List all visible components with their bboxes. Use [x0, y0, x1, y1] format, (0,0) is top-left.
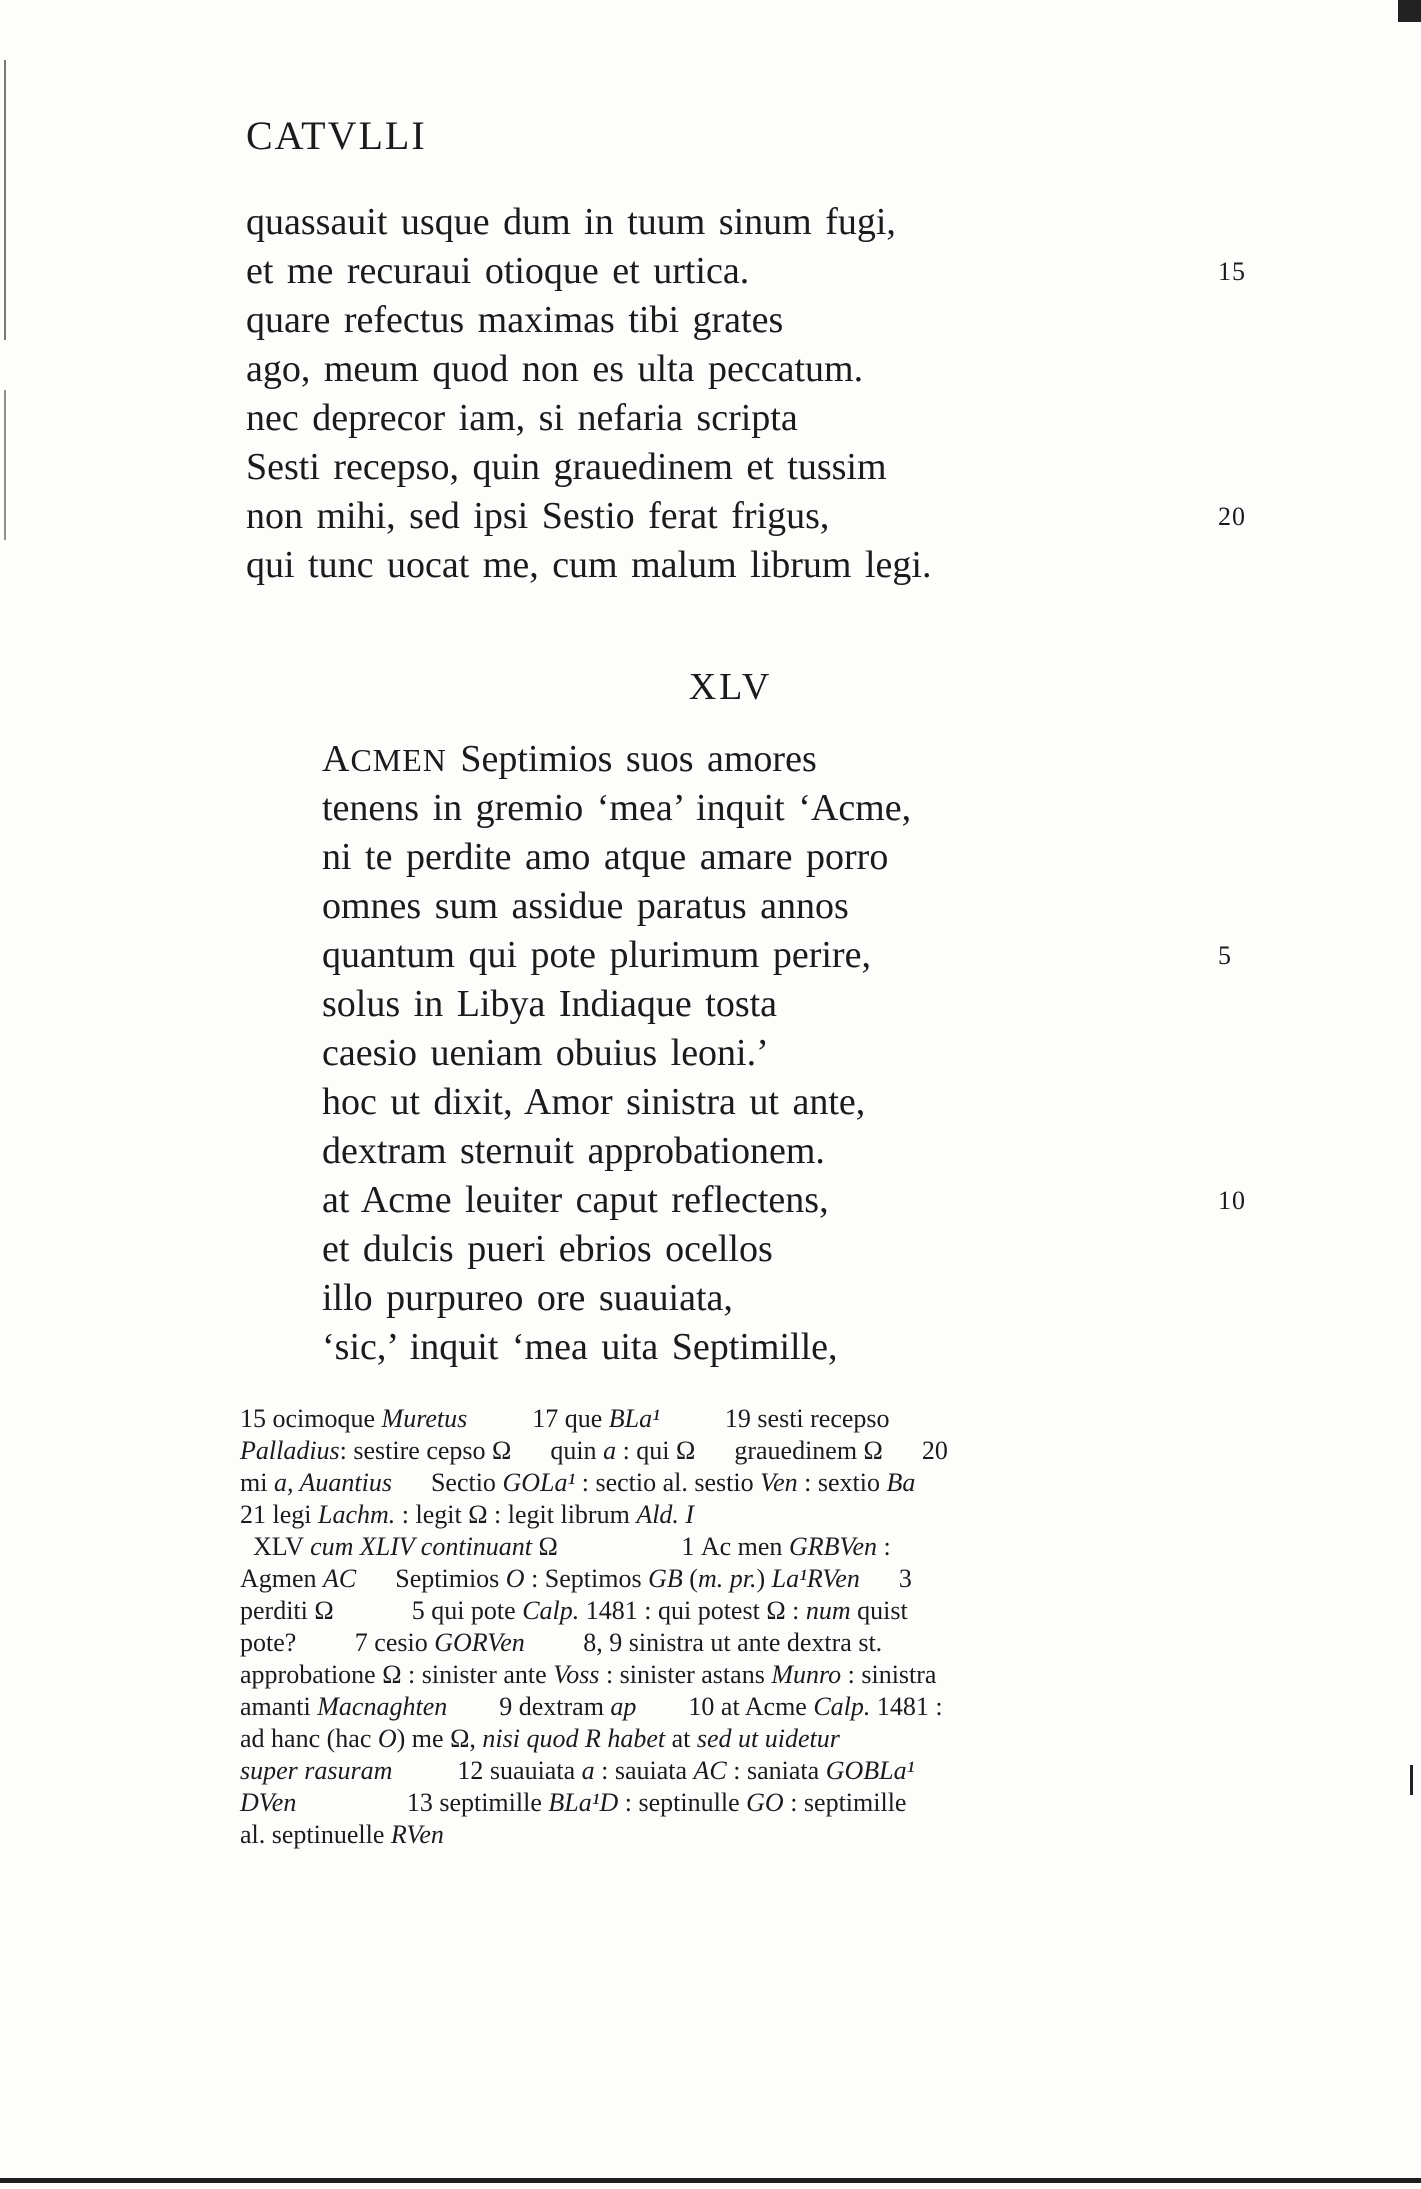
verse-line [322, 1029, 1242, 1078]
apparatus-segment: : septimille [783, 1788, 907, 1817]
verse-line-text: Sesti recepso, quin grauedinem et tussim [246, 446, 887, 488]
apparatus-segment: Palladius [240, 1436, 340, 1465]
apparatus-line [240, 1819, 1240, 1851]
apparatus-segment: quist [850, 1596, 908, 1625]
verse-line [322, 784, 1242, 833]
scan-left-edge-mark [4, 60, 6, 340]
apparatus-segment: 15 ocimoque [240, 1404, 382, 1433]
apparatus-segment: 8, 9 sinistra ut ante dextra st. [524, 1628, 883, 1657]
critical-apparatus [240, 1403, 1240, 1851]
apparatus-segment: : sinistra [841, 1660, 937, 1689]
bottom-rule [0, 2178, 1421, 2183]
apparatus-segment: Agmen [240, 1564, 324, 1593]
apparatus-line [240, 1755, 1240, 1787]
apparatus-segment: 17 que [467, 1404, 609, 1433]
verse-line-text: Septimios suos amores [446, 738, 817, 780]
apparatus-line [240, 1595, 1240, 1627]
apparatus-segment: GRBVen [788, 1532, 878, 1561]
apparatus-segment: : sextio [797, 1468, 887, 1497]
apparatus-segment: ad hanc (hac [240, 1724, 378, 1753]
apparatus-segment: Calp. [813, 1692, 871, 1721]
verse-line [322, 1176, 1246, 1225]
apparatus-segment: cum XLIV continuant [310, 1532, 533, 1561]
apparatus-segment: Ba [886, 1468, 916, 1497]
apparatus-segment: Munro [771, 1660, 842, 1689]
apparatus-segment: a [603, 1436, 617, 1465]
apparatus-segment: GORVen [434, 1628, 525, 1657]
verse-line-text: quantum qui pote plurimum perire, [322, 934, 871, 976]
verse-line-text: ‘sic,’ inquit ‘mea uita Septimille, [322, 1326, 838, 1368]
apparatus-line [240, 1787, 1240, 1819]
apparatus-segment: : sauiata [594, 1756, 694, 1785]
apparatus-segment: Ald. I [636, 1500, 695, 1529]
apparatus-segment: a [581, 1756, 595, 1785]
poem-continuation [246, 198, 1246, 590]
apparatus-segment: 12 suauiata [392, 1756, 582, 1785]
apparatus-segment: : septinulle [618, 1788, 747, 1817]
apparatus-segment: amanti [240, 1692, 318, 1721]
verse-line [246, 492, 1246, 541]
line-number: 10 [1218, 1186, 1246, 1215]
apparatus-segment: 10 at Acme [636, 1692, 814, 1721]
apparatus-segment: XLV [240, 1532, 311, 1561]
apparatus-segment: sed ut uidetur [696, 1724, 840, 1753]
scan-right-tick-mark [1410, 1765, 1413, 1795]
apparatus-segment: super rasuram [240, 1756, 393, 1785]
apparatus-segment: at [665, 1724, 697, 1753]
apparatus-segment: 1481 : [870, 1692, 943, 1721]
verse-line-text: quassauit usque dum in tuum sinum fugi, [246, 201, 896, 243]
apparatus-segment: al. septinuelle [240, 1820, 391, 1849]
apparatus-segment: 1481 : qui potest Ω : [579, 1596, 806, 1625]
scan-corner-mark [1398, 0, 1421, 22]
apparatus-segment: 19 sesti recepso [659, 1404, 890, 1433]
opening-word-smallcaps: ACMEN [322, 738, 447, 780]
verse-line [322, 980, 1242, 1029]
verse-line [322, 1078, 1242, 1127]
apparatus-segment: GO [746, 1788, 784, 1817]
verse-line [322, 833, 1242, 882]
line-number: 5 [1218, 941, 1232, 970]
apparatus-segment: : legit Ω : legit librum [395, 1500, 637, 1529]
apparatus-segment: 13 septimille [296, 1788, 549, 1817]
verse-line [322, 735, 1242, 784]
apparatus-segment: ap [610, 1692, 637, 1721]
apparatus-segment: : saniata [726, 1756, 826, 1785]
line-number: 20 [1218, 502, 1246, 531]
poem-title: XLV [688, 666, 773, 708]
apparatus-line [240, 1627, 1240, 1659]
verse-line-text: quare refectus maximas tibi grates [246, 299, 784, 341]
apparatus-segment: : sestire cepso Ω quin [339, 1436, 604, 1465]
apparatus-segment: perditi Ω 5 qui pote [240, 1596, 523, 1625]
apparatus-segment: m. pr. [697, 1564, 757, 1593]
apparatus-line [240, 1499, 1240, 1531]
verse-line-text: ni te perdite amo atque amare porro [322, 836, 889, 878]
apparatus-segment: approbatione Ω : sinister ante [240, 1660, 554, 1689]
apparatus-line [240, 1723, 1240, 1755]
apparatus-line [240, 1531, 1240, 1563]
verse-line [246, 345, 1246, 394]
verse-line-text: solus in Libya Indiaque tosta [322, 983, 778, 1025]
line-number: 15 [1218, 257, 1246, 286]
apparatus-line [240, 1435, 1240, 1467]
running-header: CATVLLI [246, 113, 427, 158]
verse-line [246, 296, 1246, 345]
apparatus-segment: Voss [553, 1660, 600, 1689]
apparatus-line [240, 1467, 1240, 1499]
verse-line-text: illo purpureo ore suauiata, [322, 1277, 733, 1319]
apparatus-segment: Ven [760, 1468, 798, 1497]
apparatus-segment: BLa¹D [548, 1788, 619, 1817]
apparatus-segment: nisi quod R habet [482, 1724, 666, 1753]
apparatus-segment: ( [682, 1564, 698, 1593]
apparatus-segment: : Septimos [524, 1564, 649, 1593]
apparatus-segment: RVen [390, 1820, 444, 1849]
apparatus-line [240, 1563, 1240, 1595]
apparatus-segment: ) me Ω, [396, 1724, 483, 1753]
verse-line-text: at Acme leuiter caput reflectens, [322, 1179, 829, 1221]
verse-line [246, 443, 1246, 492]
verse-line-text: et dulcis pueri ebrios ocellos [322, 1228, 773, 1270]
poem-xlv [322, 735, 1246, 1372]
verse-line-text: dextram sternuit approbationem. [322, 1130, 825, 1172]
verse-line-text: omnes sum assidue paratus annos [322, 885, 849, 927]
verse-line [246, 198, 1246, 247]
scan-left-edge-mark-2 [4, 390, 6, 540]
apparatus-segment: pote? 7 cesio [240, 1628, 435, 1657]
verse-line-text: nec deprecor iam, si nefaria scripta [246, 397, 798, 439]
verse-line [246, 394, 1246, 443]
apparatus-segment: Septimios [356, 1564, 506, 1593]
verse-line [322, 1225, 1242, 1274]
apparatus-segment: Lachm. [318, 1500, 396, 1529]
apparatus-segment: AC [323, 1564, 357, 1593]
verse-line [322, 931, 1242, 980]
verse-line-text: tenens in gremio ‘mea’ inquit ‘Acme, [322, 787, 912, 829]
apparatus-segment: BLa¹ [608, 1404, 660, 1433]
apparatus-segment: AC [693, 1756, 727, 1785]
verse-line [322, 1127, 1242, 1176]
verse-line [322, 1274, 1242, 1323]
apparatus-segment: : sectio al. sestio [575, 1468, 761, 1497]
apparatus-segment: : qui Ω grauedinem Ω 20 [616, 1436, 948, 1465]
apparatus-segment: Macnaghten [317, 1692, 448, 1721]
apparatus-segment: GOLa¹ [502, 1468, 576, 1497]
apparatus-segment: Calp. [522, 1596, 580, 1625]
verse-line-text: et me recuraui otioque et urtica. [246, 250, 750, 292]
apparatus-segment: GOBLa¹ [825, 1756, 915, 1785]
apparatus-segment: O [377, 1724, 397, 1753]
apparatus-segment: 9 dextram [447, 1692, 611, 1721]
apparatus-line [240, 1659, 1240, 1691]
verse-line-text: ago, meum quod non es ulta peccatum. [246, 348, 864, 390]
apparatus-segment: Sectio [391, 1468, 503, 1497]
verse-line [322, 1323, 1242, 1372]
apparatus-segment: Muretus [381, 1404, 468, 1433]
verse-line [246, 541, 1246, 590]
apparatus-segment: DVen [240, 1788, 297, 1817]
apparatus-segment: : sinister astans [599, 1660, 772, 1689]
apparatus-segment: La¹RVen [771, 1564, 860, 1593]
apparatus-segment: Ω 1 Ac men [532, 1532, 789, 1561]
apparatus-segment: GB [648, 1564, 683, 1593]
apparatus-segment: ) [756, 1564, 772, 1593]
apparatus-segment: a, Auantius [273, 1468, 392, 1497]
apparatus-segment: mi [240, 1468, 274, 1497]
verse-line-text: caesio ueniam obuius leoni.’ [322, 1032, 769, 1074]
verse-line [322, 882, 1242, 931]
apparatus-line [240, 1691, 1240, 1723]
verse-line-text: hoc ut dixit, Amor sinistra ut ante, [322, 1081, 866, 1123]
apparatus-segment: 3 [859, 1564, 912, 1593]
apparatus-line [240, 1403, 1240, 1435]
verse-line [246, 247, 1246, 296]
apparatus-segment: O [505, 1564, 525, 1593]
apparatus-segment: num [805, 1596, 851, 1625]
apparatus-segment: : [877, 1532, 891, 1561]
verse-line-text: qui tunc uocat me, cum malum librum legi. [246, 544, 932, 586]
apparatus-segment: 21 legi [240, 1500, 318, 1529]
verse-line-text: non mihi, sed ipsi Sestio ferat frigus, [246, 495, 830, 537]
